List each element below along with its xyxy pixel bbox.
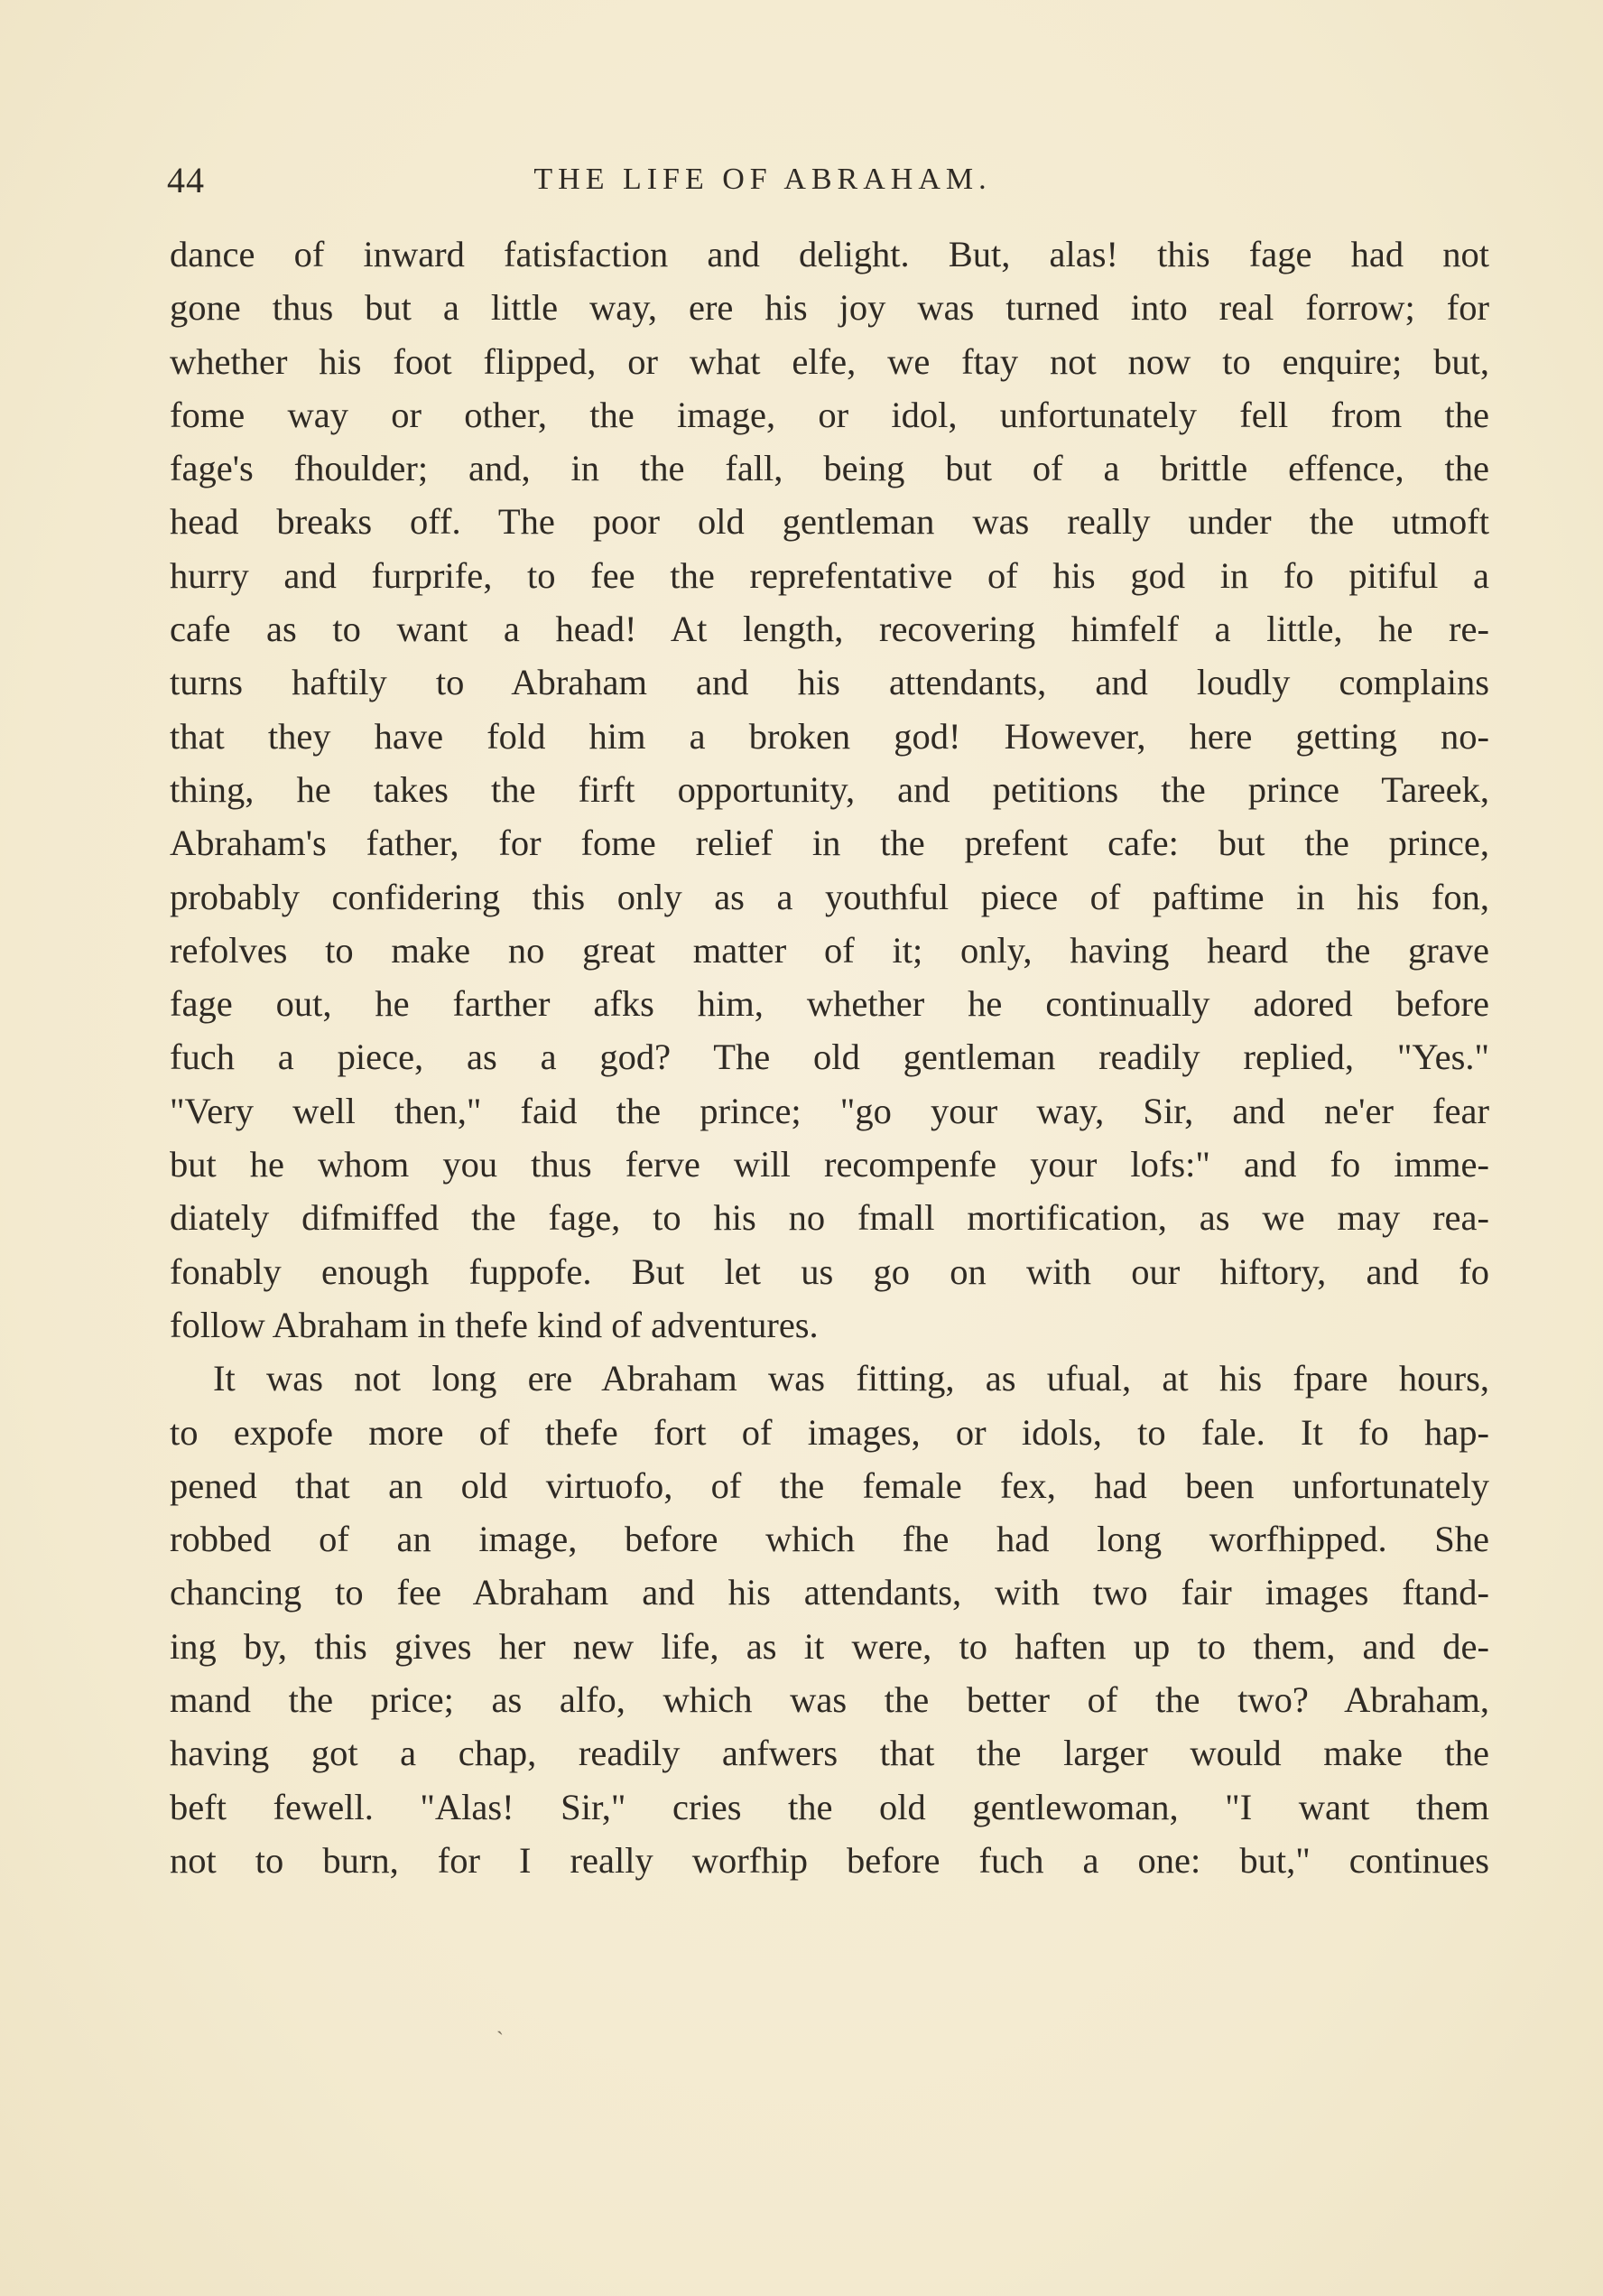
page-header (167, 159, 1485, 213)
page-number: 44 (167, 160, 205, 200)
text-line: dance of inward fatisfaction and delight. But, alas! this fage had not (170, 234, 1489, 274)
paragraph-first-line: It was not long ere Abraham was fitting, as ufual, at his fpare hours, (213, 1358, 1489, 1399)
text-line: cafe as to want a head! At length, recovering himfelf a little, he re- (170, 609, 1489, 650)
text-line: probably confidering this only as a youthful piece of paftime in his fon, (170, 876, 1489, 917)
text-line: Abraham's father, for fome relief in the prefent cafe: but the prince, (170, 823, 1489, 864)
text-line: pened that an old virtuofo, of the female fex, had been unfortunately (170, 1464, 1489, 1506)
text-line: follow Abraham in thefe kind of adventures. (170, 1304, 819, 1345)
page-speck: ˏ (496, 2012, 504, 2035)
text-line: turns haftily to Abraham and his attendants, and loudly complains (170, 662, 1489, 703)
text-line: diately difmiffed the fage, to his no fmall mortification, as we may rea- (170, 1197, 1489, 1239)
text-line: robbed of an image, before which fhe had long worfhipped. She (170, 1519, 1489, 1560)
text-line: hurry and furprife, to fee the reprefentative of his god in fo pitiful a (170, 554, 1489, 596)
text-line: thing, he takes the firft opportunity, and petitions the prince Tareek, (170, 768, 1489, 810)
text-line: "Very well then," faid the prince; "go your way, Sir, and ne'er fear (170, 1090, 1489, 1131)
text-line: not to burn, for I really worfhip before fuch a one: but," continues (170, 1839, 1489, 1881)
text-line: to expofe more of thefe fort of images, or idols, to fale. It fo hap- (170, 1411, 1489, 1453)
text-line: whether his foot flipped, or what elfe, we ftay not now to enquire; but, (170, 340, 1489, 382)
running-head: THE LIFE OF ABRAHAM. (533, 163, 992, 196)
text-line: ing by, this gives her new life, as it were, to haften up to them, and de- (170, 1625, 1489, 1667)
text-line: but he whom you thus ferve will recompenfe your lofs:" and fo imme- (170, 1144, 1489, 1185)
text-line: fuch a piece, as a god? The old gentleman readily replied, "Yes." (170, 1036, 1489, 1078)
text-line: mand the price; as alfo, which was the better of the two? Abraham, (170, 1679, 1489, 1721)
text-line: that they have fold him a broken god! However, here getting no- (170, 715, 1489, 757)
text-line: fome way or other, the image, or idol, unfortunately fell from the (170, 394, 1489, 435)
text-line: head breaks off. The poor old gentleman was really under the utmoft (170, 501, 1489, 543)
text-line: chancing to fee Abraham and his attendants, with two fair images ftand- (170, 1572, 1489, 1613)
body-text (170, 228, 1489, 1887)
text-line: beft fewell. "Alas! Sir," cries the old gentlewoman, "I want them (170, 1786, 1489, 1827)
text-line: fage's fhoulder; and, in the fall, being but of a brittle effence, the (170, 448, 1489, 489)
text-line: fage out, he farther afks him, whether he continually adored before (170, 983, 1489, 1025)
text-line: fonably enough fuppofe. But let us go on with our hiftory, and fo (170, 1250, 1489, 1292)
text-line: refolves to make no great matter of it; only, having heard the grave (170, 929, 1489, 971)
text-line: gone thus but a little way, ere his joy was turned into real forrow; for (170, 287, 1489, 329)
text-line: having got a chap, readily anfwers that the larger would make the (170, 1733, 1489, 1774)
